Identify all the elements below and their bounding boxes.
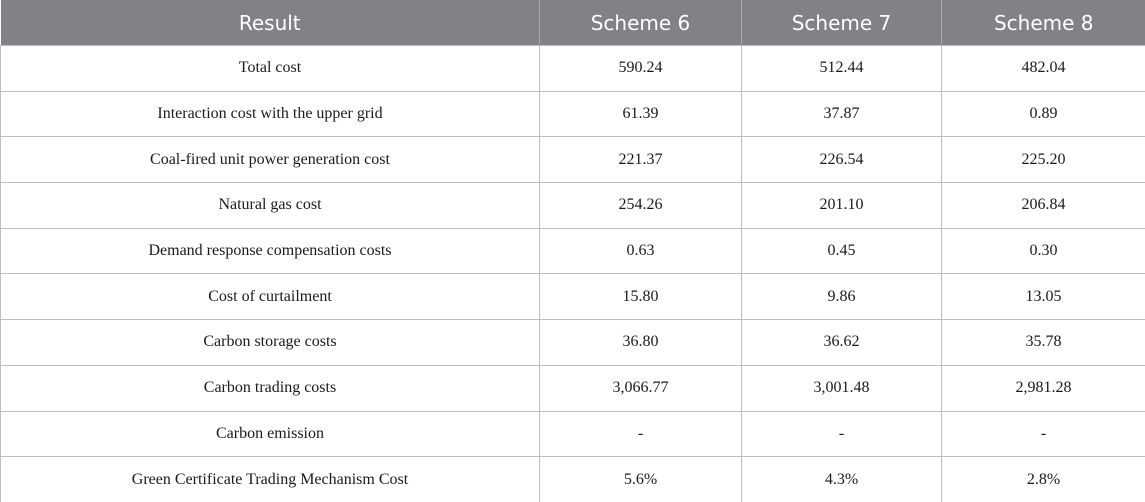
row-label: Coal-fired unit power generation cost [1, 137, 540, 183]
table-row [1, 320, 1145, 366]
table-row [1, 274, 1145, 320]
table-row [1, 457, 1145, 502]
scheme-6-value: 36.80 [540, 320, 742, 366]
table-header [1, 0, 1145, 46]
scheme-7-value: 226.54 [742, 137, 942, 183]
scheme-8-value: 225.20 [942, 137, 1145, 183]
scheme-8-value: 482.04 [942, 46, 1145, 92]
row-label: Carbon emission [1, 411, 540, 457]
row-label: Carbon storage costs [1, 320, 540, 366]
header-result: Result [1, 0, 540, 46]
table-row [1, 411, 1145, 457]
scheme-8-value: 0.30 [942, 228, 1145, 274]
scheme-6-value: 15.80 [540, 274, 742, 320]
table-body [1, 46, 1145, 502]
table-row [1, 91, 1145, 137]
scheme-8-value: 2.8% [942, 457, 1145, 502]
scheme-6-value: 5.6% [540, 457, 742, 502]
scheme-8-value: 0.89 [942, 91, 1145, 137]
scheme-6-value: 0.63 [540, 228, 742, 274]
scheme-8-value: 206.84 [942, 183, 1145, 229]
scheme-7-value: 0.45 [742, 228, 942, 274]
scheme-7-value: - [742, 411, 942, 457]
scheme-6-value: - [540, 411, 742, 457]
scheme-7-value: 512.44 [742, 46, 942, 92]
scheme-8-value: 13.05 [942, 274, 1145, 320]
scheme-8-value: 2,981.28 [942, 365, 1145, 411]
table-row [1, 365, 1145, 411]
row-label: Natural gas cost [1, 183, 540, 229]
header-scheme-6: Scheme 6 [540, 0, 742, 46]
scheme-8-value: 35.78 [942, 320, 1145, 366]
row-label: Total cost [1, 46, 540, 92]
scheme-8-value: - [942, 411, 1145, 457]
row-label: Demand response compensation costs [1, 228, 540, 274]
header-row [1, 0, 1145, 46]
scheme-6-value: 61.39 [540, 91, 742, 137]
table-row [1, 137, 1145, 183]
header-scheme-7: Scheme 7 [742, 0, 942, 46]
scheme-6-value: 254.26 [540, 183, 742, 229]
scheme-6-value: 221.37 [540, 137, 742, 183]
table-row [1, 183, 1145, 229]
header-scheme-8: Scheme 8 [942, 0, 1145, 46]
scheme-7-value: 36.62 [742, 320, 942, 366]
scheme-6-value: 590.24 [540, 46, 742, 92]
row-label: Carbon trading costs [1, 365, 540, 411]
scheme-7-value: 37.87 [742, 91, 942, 137]
scheme-7-value: 201.10 [742, 183, 942, 229]
row-label: Cost of curtailment [1, 274, 540, 320]
row-label: Interaction cost with the upper grid [1, 91, 540, 137]
scheme-7-value: 9.86 [742, 274, 942, 320]
row-label: Green Certificate Trading Mechanism Cost [1, 457, 540, 502]
scheme-7-value: 3,001.48 [742, 365, 942, 411]
scheme-7-value: 4.3% [742, 457, 942, 502]
table-row [1, 228, 1145, 274]
scheme-6-value: 3,066.77 [540, 365, 742, 411]
table-row [1, 46, 1145, 92]
